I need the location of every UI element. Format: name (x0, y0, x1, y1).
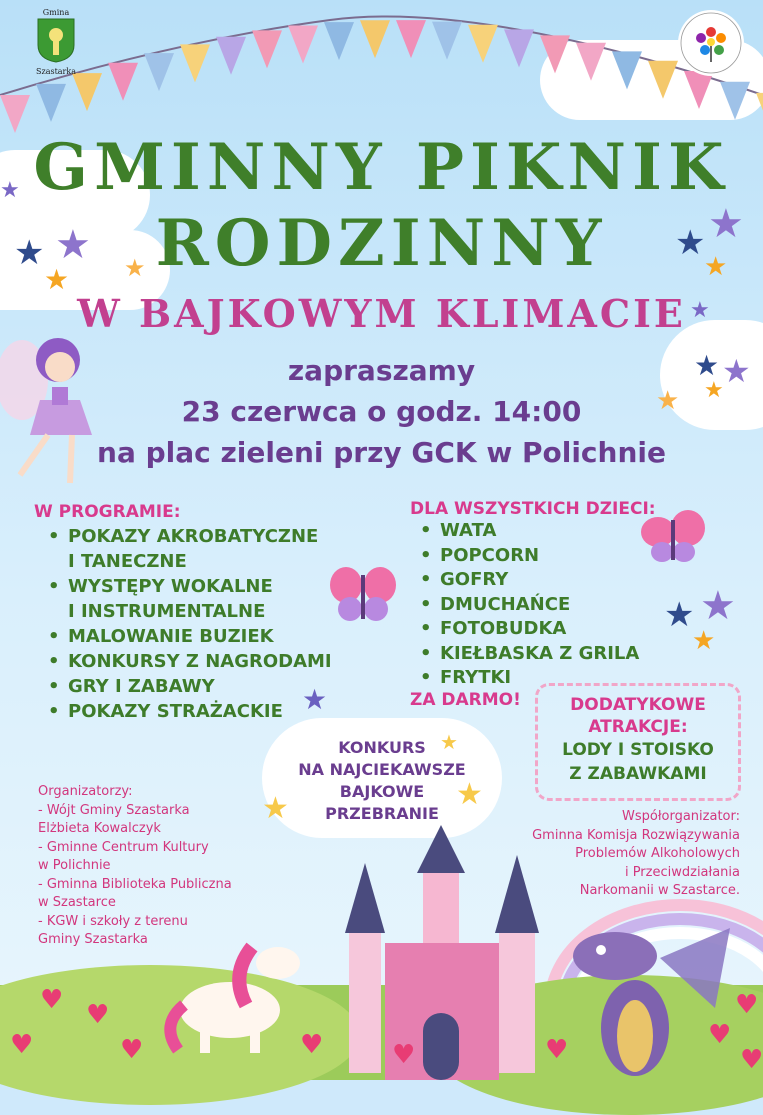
kids-item: • POPCORN (416, 544, 639, 569)
star-icon: ★ (440, 730, 458, 754)
star-icon: ★ (708, 201, 744, 247)
bunting-flag (0, 95, 30, 133)
dragon-illustration (565, 918, 735, 1080)
coorganizer-line: i Przeciwdziałania (624, 864, 740, 880)
star-icon: ★ (664, 595, 695, 635)
star-icon: ★ (690, 298, 710, 323)
program-item: I INSTRUMENTALNE (68, 601, 266, 622)
contest-line-1: KONKURS (338, 738, 426, 757)
kids-item: • FOTOBUDKA (416, 617, 639, 642)
organizer-line: - KGW i szkoły z terenu (38, 913, 188, 929)
kids-list (416, 519, 639, 691)
heart-flower-icon: ♥ (300, 1030, 324, 1060)
heart-flower-icon: ♥ (40, 985, 64, 1015)
bunting-flag (684, 71, 714, 109)
title-line-2: RODZINNY (155, 206, 608, 281)
program-item: • POKAZY STRAŻACKIE (44, 699, 332, 724)
bunting-flag (36, 84, 66, 122)
bunting-flag (504, 29, 534, 67)
heart-flower-icon: ♥ (86, 1000, 110, 1030)
bunting-flag (468, 25, 498, 63)
contest-line-3: BAJKOWE (339, 782, 425, 801)
bunting-flag (144, 53, 174, 91)
kids-item: • WATA (416, 519, 639, 544)
program-item: • WYSTĘPY WOKALNE (44, 574, 332, 599)
bunting-flag (252, 30, 282, 68)
coorganizer-line: Gminna Komisja Rozwiązywania (532, 827, 740, 843)
title-line-3: W BAJKOWYM KLIMACIE (77, 291, 686, 336)
extra-line-1: DODATYKOWE (570, 695, 706, 715)
bunting-flag (288, 25, 318, 63)
heart-flower-icon: ♥ (735, 990, 759, 1020)
program-item: • POKAZY AKROBATYCZNE (44, 524, 332, 549)
program-list (44, 524, 332, 724)
heart-flower-icon: ♥ (545, 1035, 569, 1065)
logo-top-text: Gmina (42, 8, 70, 17)
invite-line-3: na plac zieleni przy GCK w Polichnie (97, 436, 666, 469)
star-icon: ★ (675, 223, 706, 263)
extra-line-4: Z ZABAWKAMI (569, 764, 707, 784)
fairy-illustration (0, 305, 110, 495)
star-icon: ★ (704, 252, 728, 282)
organizer-line: - Wójt Gminy Szastarka (38, 802, 190, 818)
butterfly-left-icon (328, 565, 398, 627)
bunting-flag (396, 20, 426, 58)
star-icon: ★ (456, 777, 483, 812)
organizer-line: Gminy Szastarka (38, 932, 148, 947)
heart-flower-icon: ♥ (708, 1020, 732, 1050)
bunting-flag (324, 22, 354, 60)
bunting-flag (756, 93, 763, 131)
star-icon: ★ (0, 178, 20, 203)
program-heading: W PROGRAMIE: (34, 502, 181, 522)
bunting-flag (612, 51, 642, 89)
star-icon: ★ (124, 254, 146, 282)
star-icon: ★ (14, 233, 45, 273)
star-icon: ★ (694, 349, 720, 382)
title-line-1: GMINNY PIKNIK (33, 130, 730, 205)
bunting-flag (216, 37, 246, 75)
invite-line-1: zapraszamy (287, 354, 476, 387)
contest-line-4: PRZEBRANIE (325, 804, 439, 823)
organizer-line: w Szastarce (38, 895, 116, 910)
invite-line-2: 23 czerwca o godz. 14:00 (181, 395, 582, 428)
star-icon: ★ (700, 583, 736, 629)
organizer-line: - Gminne Centrum Kultury (38, 839, 209, 855)
kids-heading: DLA WSZYSTKICH DZIECI: (410, 499, 656, 519)
bunting-flag (108, 63, 138, 101)
organizer-line: Elżbieta Kowalczyk (38, 821, 161, 836)
bunting-flag (432, 22, 462, 60)
star-icon: ★ (722, 352, 751, 390)
program-item: • KONKURSY Z NAGRODAMI (44, 649, 332, 674)
logo-bottom-text: Szastarka (36, 67, 76, 76)
star-icon: ★ (44, 263, 70, 296)
bunting-flag (180, 44, 210, 82)
castle-illustration (345, 825, 545, 1080)
kids-item: • GOFRY (416, 568, 639, 593)
star-icon: ★ (262, 791, 289, 826)
heart-flower-icon: ♥ (10, 1030, 34, 1060)
extra-attractions-box (535, 683, 741, 801)
free-label: ZA DARMO! (410, 690, 521, 710)
bunting-flag (576, 43, 606, 81)
coorganizer-line: Problemów Alkoholowych (575, 846, 740, 861)
butterfly-right-icon (640, 508, 708, 568)
bunting-flag (540, 35, 570, 73)
bunting-flag (720, 82, 750, 120)
bunting-flag (360, 20, 390, 58)
organizers-heading: Organizatorzy: (38, 784, 133, 799)
extra-line-3: LODY I STOISKO (562, 740, 714, 760)
star-icon: ★ (55, 222, 91, 268)
star-icon: ★ (704, 378, 724, 403)
star-icon: ★ (302, 683, 328, 716)
organizer-line: - Gminna Biblioteka Publiczna (38, 876, 232, 892)
kids-item: • DMUCHAŃCE (416, 593, 639, 618)
unicorn-illustration (160, 925, 310, 1055)
kids-item: • KIEŁBASKA Z GRILA (416, 642, 639, 667)
bunting-flag (648, 61, 678, 99)
program-item: I TANECZNE (68, 551, 187, 572)
coorganizer-line: Narkomanii w Szastarce. (579, 883, 740, 898)
contest-line-2: NA NAJCIEKAWSZE (298, 760, 466, 779)
flower-logo-icon (678, 10, 744, 76)
coat-of-arms-icon (36, 17, 76, 63)
star-icon: ★ (692, 626, 716, 656)
bunting-flag (72, 73, 102, 111)
heart-flower-icon: ♥ (120, 1035, 144, 1065)
gck-logo (678, 10, 744, 76)
program-item: • GRY I ZABAWY (44, 674, 332, 699)
heart-flower-icon: ♥ (392, 1040, 416, 1070)
kids-item: • FRYTKI (416, 666, 639, 691)
heart-flower-icon: ♥ (740, 1045, 763, 1075)
star-icon: ★ (656, 386, 680, 416)
coorganizer-heading: Współorganizator: (621, 809, 740, 824)
gmina-logo (28, 8, 84, 76)
extra-line-2: ATRAKCJE: (588, 717, 688, 737)
program-item: • MALOWANIE BUZIEK (44, 624, 332, 649)
organizer-line: w Polichnie (38, 858, 111, 873)
